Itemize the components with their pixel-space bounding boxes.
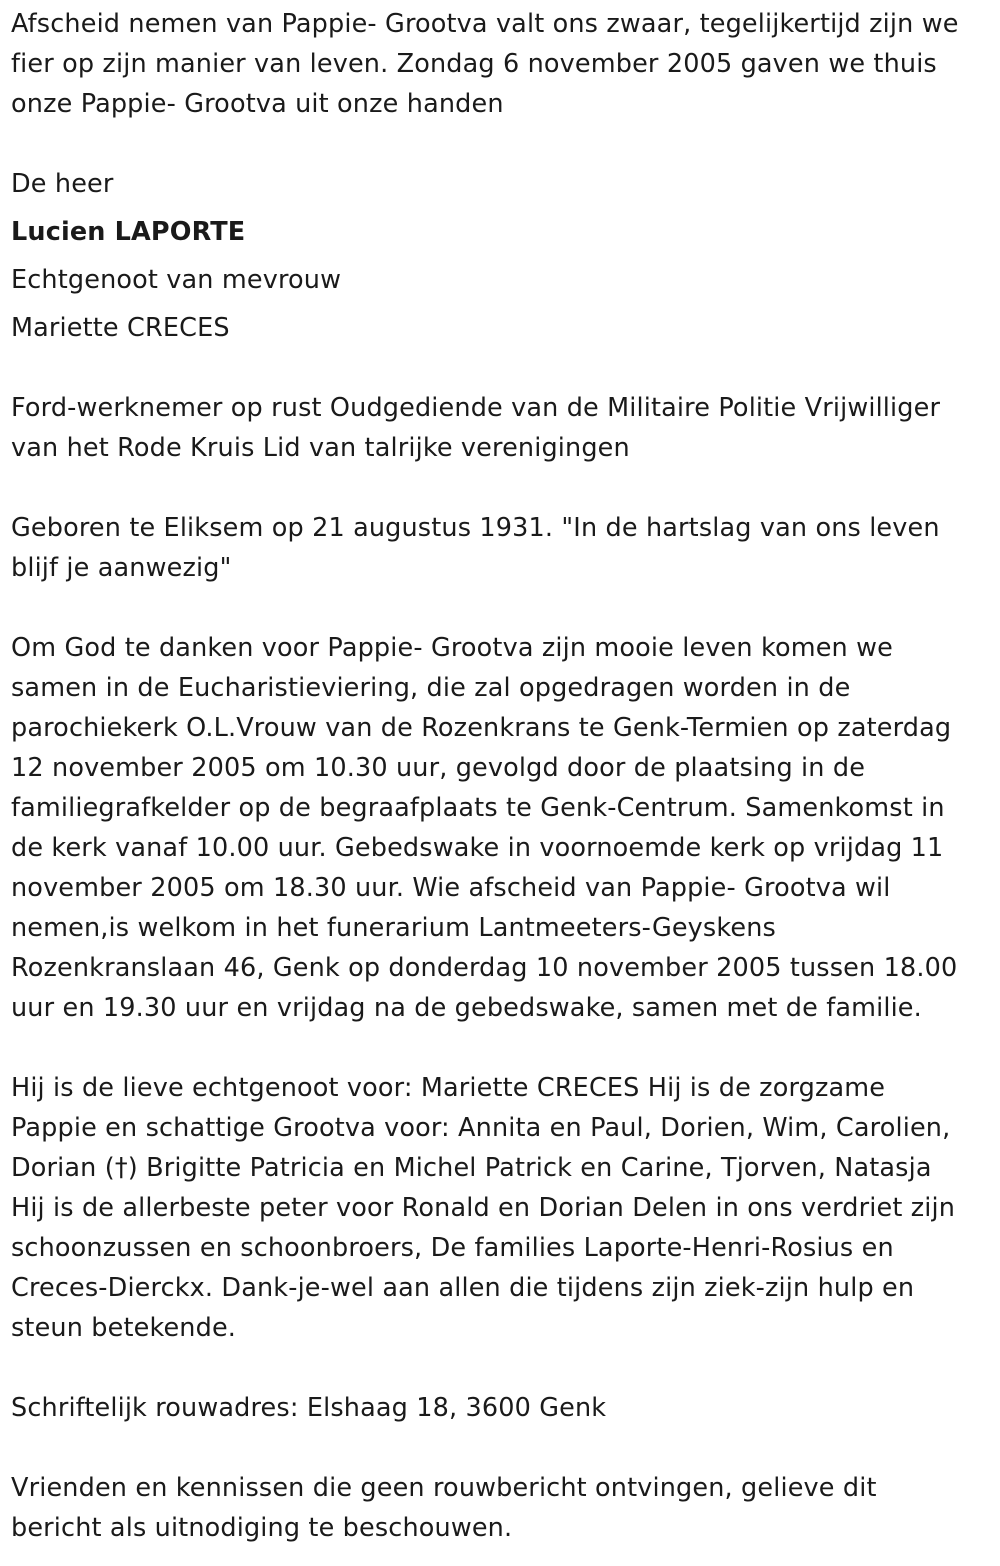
spacer	[11, 124, 991, 164]
spacer	[11, 252, 991, 260]
intro-paragraph: Afscheid nemen van Pappie- Grootva valt ons zwaar, tegelijkertijd zijn we fier op zijn manier van leven. Zondag 6 november 2005 gaven we thuis onze Pappie- Grootva uit onze handen	[11, 9, 959, 119]
spacer	[11, 1028, 991, 1068]
ceremony-paragraph: Om God te danken voor Pappie- Grootva zijn mooie leven komen we samen in de Eucharistieviering, die zal opgedragen worden in de parochiekerk O.L.Vrouw van de Rozenkrans te Genk-Termien op zaterdag 12 november 2005 om 10.30 uur, gevolgd door de plaatsing in de familiegrafkelder op de begraafplaats te Genk-Centrum. Samenkomst in de kerk vanaf 10.00 uur. Gebedswake in voornoemde kerk op vrijdag 11 november 2005 om 18.30 uur. Wie afscheid van Pappie- Grootva wil nemen,is welkom in het funerarium Lantmeeters-Geyskens Rozenkranslaan 46, Genk op donderdag 10 november 2005 tussen 18.00 uur en 19.30 uur en vrijdag na de gebedswake, samen met de familie.	[11, 633, 958, 1023]
spouse-line-1: Echtgenoot van mevrouw	[11, 265, 342, 295]
spacer	[11, 300, 991, 308]
closing-paragraph: Vrienden en kennissen die geen rouwbericht ontvingen, gelieve dit bericht als uitnodiging te beschouwen.	[11, 1473, 877, 1543]
spacer	[11, 204, 991, 212]
obituary-document	[11, 4, 991, 1548]
address-line: Schriftelijk rouwadres: Elshaag 18, 3600 Genk	[11, 1393, 607, 1423]
salutation: De heer	[11, 169, 114, 199]
spouse-line-2: Mariette CRECES	[11, 313, 230, 343]
spacer	[11, 348, 991, 388]
birth-paragraph: Geboren te Eliksem op 21 augustus 1931. "In de hartslag van ons leven blijf je aanwezig"	[11, 513, 940, 583]
spacer	[11, 588, 991, 628]
family-paragraph: Hij is de lieve echtgenoot voor: Mariette CRECES Hij is de zorgzame Pappie en schattige Grootva voor: Annita en Paul, Dorien, Wim, Carolien, Dorian (†) Brigitte Patricia en Michel Patrick en Carine, Tjorven, Natasja Hij is de allerbeste peter voor Ronald en Dorian Delen in ons verdriet zijn schoonzussen en schoonbroers, De families Laporte-Henri-Rosius en Creces-Dierckx. Dank-je-wel aan allen die tijdens zijn ziek-zijn hulp en steun betekende.	[11, 1073, 956, 1343]
deceased-name: Lucien LAPORTE	[11, 217, 246, 247]
occupation-paragraph: Ford-werknemer op rust Oudgediende van de Militaire Politie Vrijwilliger van het Rode Kruis Lid van talrijke verenigingen	[11, 393, 941, 463]
spacer	[11, 1348, 991, 1388]
spacer	[11, 1428, 991, 1468]
spacer	[11, 468, 991, 508]
